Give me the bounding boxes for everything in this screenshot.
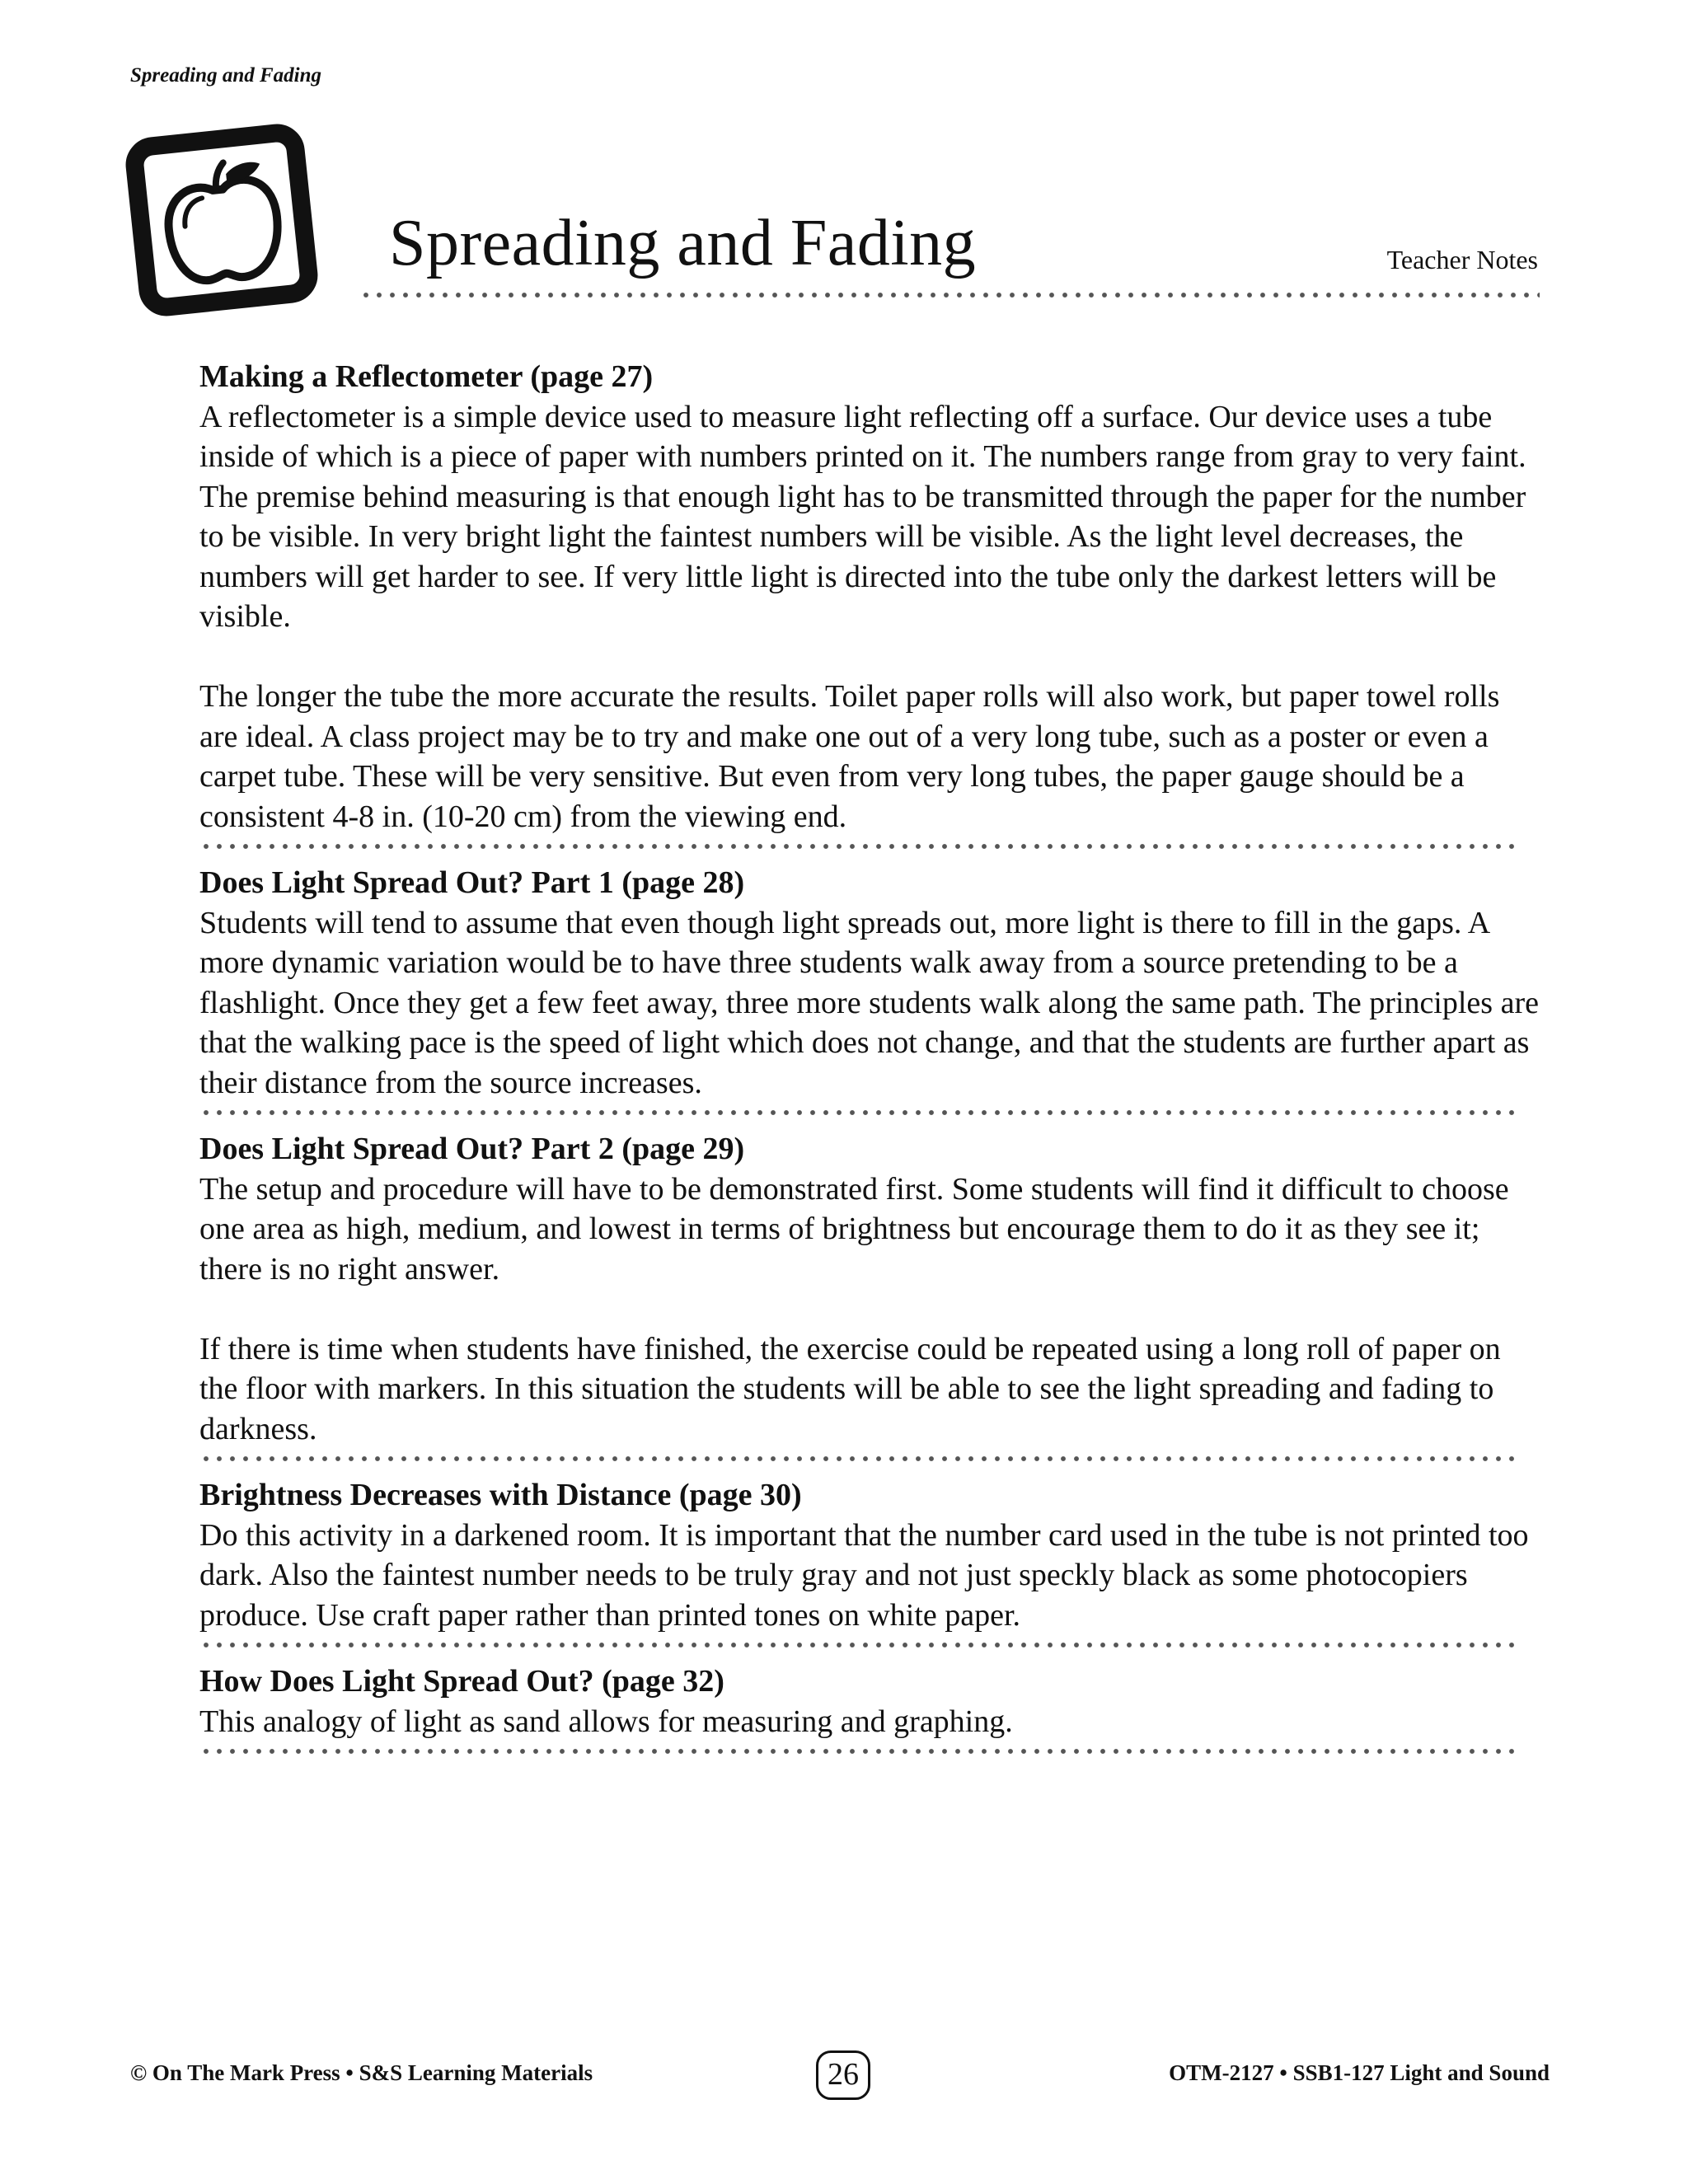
- dotted-divider: [199, 1748, 1518, 1755]
- section-brightness: [199, 1475, 1543, 1635]
- section-spread-part2: [199, 1129, 1543, 1449]
- section-paragraph: The setup and procedure will have to be demonstrated first. Some students will find it difficult to choose one area as high, medium, and lowest in terms of brightness but encourage them to do it as they see it; there is no right answer.: [199, 1171, 1509, 1286]
- running-head: Spreading and Fading: [130, 64, 322, 87]
- logo-badge: [123, 121, 321, 319]
- apple-icon: [155, 150, 292, 293]
- section-heading: How Does Light Spread Out? (page 32): [199, 1664, 724, 1699]
- section-heading: Making a Reflectometer (page 27): [199, 359, 654, 394]
- footer-copyright: © On The Mark Press • S&S Learning Materials: [130, 2060, 593, 2085]
- section-paragraph: Do this activity in a darkened room. It is important that the number card used in the tube is not printed too dark. Also the faintest number needs to be truly gray and not just speckly black as some photocopiers produce. Use craft paper rather than printed tones on white paper.: [199, 1517, 1529, 1633]
- section-how-spread: [199, 1661, 1543, 1741]
- section-heading: Does Light Spread Out? Part 2 (page 29): [199, 1132, 745, 1166]
- section-paragraph: This analogy of light as sand allows for measuring and graphing.: [199, 1704, 1013, 1739]
- title-dotted-rule: [359, 292, 1540, 298]
- page-title: Spreading and Fading: [389, 207, 977, 279]
- section-paragraph: Students will tend to assume that even though light spreads out, more light is there to fill in the gaps. A more dynamic variation would be to have three students walk away from a source pretending to be a flashlight. Once they get a few feet away, three more students walk along the same path. The principles are that the walking pace is the speed of light which does not change, and that the students are further apart as their distance from the source increases.: [199, 905, 1539, 1100]
- section-heading: Brightness Decreases with Distance (page 30): [199, 1478, 802, 1512]
- section-paragraph: The longer the tube the more accurate the results. Toilet paper rolls will also work, but paper towel rolls are ideal. A class project may be to try and make one out of a very long tube, such as a poster or even a carpet tube. These will be very sensitive. But even from very long tubes, the paper gauge should be a consistent 4-8 in. (10-20 cm) from the viewing end.: [199, 679, 1500, 834]
- section-spread-part1: [199, 863, 1543, 1103]
- teacher-notes-label: Teacher Notes: [1386, 245, 1538, 274]
- section-reflectometer: [199, 357, 1543, 837]
- dotted-divider: [199, 1642, 1518, 1648]
- section-paragraph: A reflectometer is a simple device used to measure light reflecting off a surface. Our device uses a tube inside of which is a piece of paper with numbers printed on it. The numbers range from gray to very faint. The premise behind measuring is that enough light has to be transmitted through the paper for the number to be visible. In very bright light the faintest numbers will be visible. As the light level decreases, the numbers will get harder to see. If very little light is directed into the tube only the darkest letters will be visible.: [199, 399, 1526, 634]
- main-content: [199, 357, 1543, 1768]
- dotted-divider: [199, 843, 1518, 850]
- section-heading: Does Light Spread Out? Part 1 (page 28): [199, 865, 745, 900]
- section-paragraph: If there is time when students have finished, the exercise could be repeated using a long roll of paper on the floor with markers. In this situation the students will be able to see the light spreading and fading to darkness.: [199, 1331, 1501, 1446]
- dotted-divider: [199, 1109, 1518, 1116]
- page-number: 26: [816, 2050, 870, 2100]
- dotted-divider: [199, 1455, 1518, 1462]
- footer-product-code: OTM-2127 • SSB1-127 Light and Sound: [1169, 2060, 1550, 2085]
